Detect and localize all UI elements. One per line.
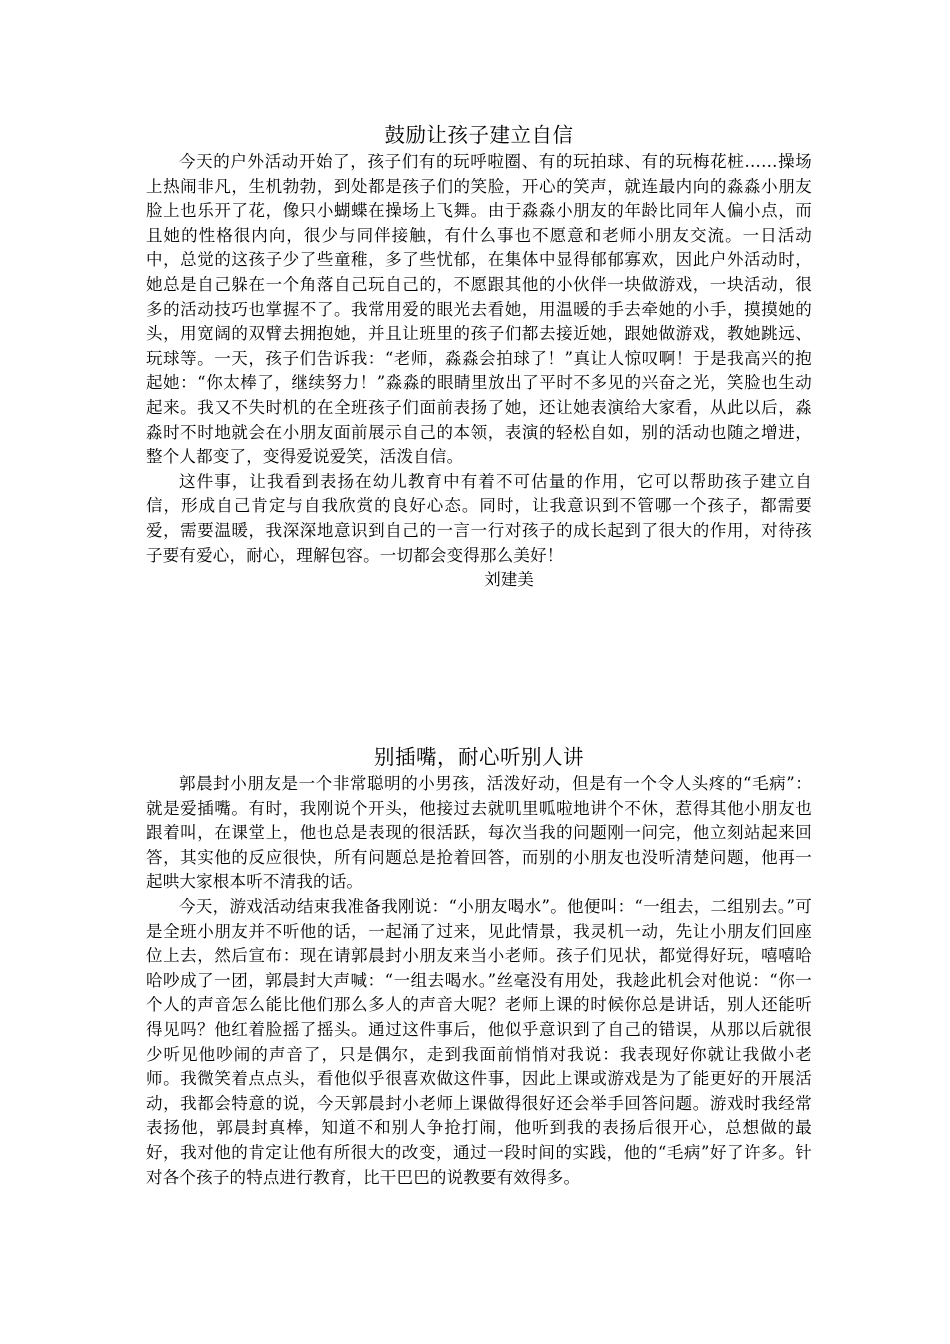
article-paragraph: 今天的户外活动开始了，孩子们有的玩呼啦圈、有的玩拍球、有的玩梅花桩……操场上热闹非凡，生机勃勃，到处都是孩子们的笑脸，开心的笑声，就连最内向的淼淼小朋友脸上也乐开了花，像只小蝴蝶在操场上飞舞。由于淼淼小朋友的年龄比同年人偏小点，而且她的性格很内向，很少与同伴接触，有什么事也不愿意和老师小朋友交流。一日活动中，总觉的这孩子少了些童稚，多了些忧郁，在集体中显得郁郁寡欢，因此户外活动时，她总是自己躲在一个角落自己玩自己的，不愿跟其他的小伙伴一块做游戏，一块活动，很多的活动技巧也掌握不了。我常用爱的眼光去看她，用温暖的手去牵她的小手，摸摸她的头，用宽阔的双臂去拥抱她，并且让班里的孩子们都去接近她，跟她做游戏，教她跳远、玩球等。一天，孩子们告诉我：“老师，淼淼会拍球了！”真让人惊叹啊！于是我高兴的抱起她：“你太棒了，继续努力！”淼淼的眼睛里放出了平时不多见的兴奋之光，笑脸也生动起来。我又不失时机的在全班孩子们面前表扬了她，还让她表演给大家看，从此以后，淼淼时不时地就会在小朋友面前展示自己的本领，表演的轻松自如，别的活动也随之增进，整个人都变了，变得爱说爱笑，活泼自信。 [146,152,812,467]
article-title: 别插嘴，耐心听别人讲 [374,745,584,769]
article-paragraph: 这件事，让我看到表扬在幼儿教育中有着不可估量的作用，它可以帮助孩子建立自信，形成自己肯定与自我欣赏的良好心态。同时，让我意识到不管哪一个孩子，都需要爱，需要温暖，我深深地意识到自己的一言一行对孩子的成长起到了很大的作用，对待孩子要有爱心，耐心，理解包容。一切都会变得那么美好！ [146,471,812,565]
article-author: 刘建美 [484,570,534,590]
article-paragraph: 郭晨封小朋友是一个非常聪明的小男孩，活泼好动，但是有一个令人头疼的“毛病”：就是爱插嘴。有时，我刚说个开头，他接过去就叽里呱啦地讲个不休，惹得其他小朋友也跟着叫，在课堂上，他也总是表现的很活跃，每次当我的问题刚一问完，他立刻站起来回答，其实他的反应很快，所有问题总是抢着回答，而别的小朋友也没听清楚问题，他再一起哄大家根本听不清我的话。 [146,774,812,892]
article-title: 鼓励让孩子建立自信 [384,123,574,147]
article-dont-interrupt [146,742,812,1190]
article-encourage-confidence [146,120,812,593]
article-paragraph: 今天，游戏活动结束我准备我刚说：“小朋友喝水”。他便叫：“一组去，二组别去。”可是全班小朋友并不听他的话，一起涌了过来，见此情景，我灵机一动，先让小朋友们回座位上去，然后宣布：现在请郭晨封小朋友来当小老师。孩子们见状，都觉得好玩，嘻嘻哈哈吵成了一团，郭晨封大声喊：“一组去喝水。”丝毫没有用处，我趁此机会对他说：“你一个人的声音怎么能比他们那么多人的声音大呢？老师上课的时候你总是讲话，别人还能听得见吗？他红着脸摇了摇头。通过这件事后，他似乎意识到了自己的错误，从那以后就很少听见他吵闹的声音了，只是偶尔，走到我面前悄悄对我说：我表现好你就让我做小老师。我微笑着点点头，看他似乎很喜欢做这件事，因此上课或游戏是为了能更好的开展活动，我都会特意的说，今天郭晨封小老师上课做得很好还会举手回答问题。游戏时我经常表扬他，郭晨封真棒，知道不和别人争抢打闹，他听到我的表扬后很开心，总想做的最好，我对他的肯定让他有所很大的改变，通过一段时间的实践，他的“毛病”好了许多。针对各个孩子的特点进行教育，比干巴巴的说教要有效得多。 [146,896,812,1187]
